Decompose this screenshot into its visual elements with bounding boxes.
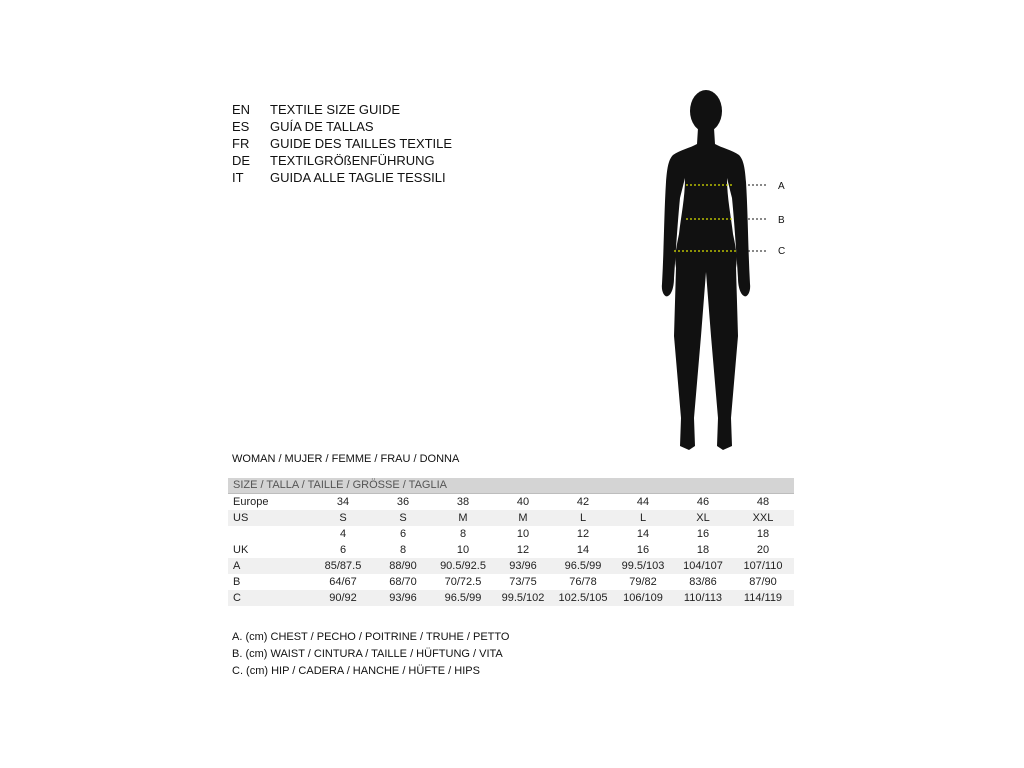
table-cell: 68/70 (389, 576, 417, 588)
table-cell: 96.5/99 (444, 592, 482, 604)
table-cell: 48 (756, 496, 770, 508)
table-cell: S (399, 512, 407, 524)
row-label: C (233, 592, 241, 604)
table-cell: 93/96 (509, 560, 537, 572)
language-row-de (232, 152, 452, 169)
language-row-es (232, 118, 452, 135)
body-silhouette-figure (652, 86, 802, 458)
table-cell: 6 (399, 528, 407, 540)
table-cell: L (579, 512, 587, 524)
table-cell: 34 (336, 496, 350, 508)
marker-label-b: B (778, 215, 785, 226)
table-cell: 36 (396, 496, 410, 508)
section-title: WOMAN / MUJER / FEMME / FRAU / DONNA (232, 453, 460, 465)
table-cell: 4 (339, 528, 347, 540)
legend-item-waist: B. (cm) WAIST / CINTURA / TAILLE / HÜFTUNG / VITA (232, 648, 503, 660)
language-code: FR (232, 136, 250, 151)
legend-item-chest: A. (cm) CHEST / PECHO / POITRINE / TRUHE / PETTO (232, 631, 510, 643)
size-table (228, 478, 794, 606)
table-cell: 38 (456, 496, 470, 508)
table-cell: 20 (756, 544, 770, 556)
table-cell: 102.5/105 (558, 592, 608, 604)
language-code: DE (232, 153, 251, 168)
table-cell: 107/110 (743, 560, 783, 572)
table-cell: 90/92 (329, 592, 357, 604)
row-label: Europe (233, 496, 269, 508)
table-row-uk (228, 542, 794, 558)
table-cell: 85/87.5 (324, 560, 362, 572)
row-label (228, 526, 313, 542)
table-cell: 18 (696, 544, 710, 556)
table-cell: 18 (756, 528, 770, 540)
language-row-en (232, 101, 452, 118)
table-cell: 12 (516, 544, 530, 556)
table-cell: 114/119 (743, 592, 783, 604)
table-cell: 99.5/103 (621, 560, 665, 572)
table-cell: 73/75 (509, 576, 537, 588)
table-row-c (228, 590, 794, 606)
language-title: TEXTILE SIZE GUIDE (270, 102, 401, 117)
table-cell: 16 (636, 544, 650, 556)
table-cell: 16 (696, 528, 710, 540)
table-cell: 110/113 (683, 592, 723, 604)
table-cell: M (458, 512, 468, 524)
table-cell: 6 (339, 544, 347, 556)
table-cell: 12 (576, 528, 590, 540)
table-row-us-letter (228, 510, 794, 526)
legend-item-hip: C. (cm) HIP / CADERA / HANCHE / HÜFTE / HIPS (232, 665, 480, 677)
row-label: A (233, 560, 241, 572)
table-cell: 10 (456, 544, 470, 556)
table-cell: 79/82 (629, 576, 657, 588)
table-cell: 8 (459, 528, 467, 540)
language-code: ES (232, 119, 250, 134)
language-row-fr (232, 135, 452, 152)
table-cell: 70/72.5 (444, 576, 482, 588)
table-cell: L (639, 512, 647, 524)
table-cell: 96.5/99 (564, 560, 602, 572)
marker-label-c: C (778, 246, 786, 257)
table-cell: 88/90 (389, 560, 417, 572)
table-cell: XL (696, 512, 710, 524)
table-header: SIZE / TALLA / TAILLE / GRÖSSE / TAGLIA (228, 478, 794, 494)
language-code: EN (232, 102, 251, 117)
table-cell: 99.5/102 (501, 592, 545, 604)
table-cell: M (518, 512, 528, 524)
measurement-legend (232, 629, 509, 680)
row-label: UK (233, 544, 249, 556)
language-list (232, 101, 452, 186)
table-cell: 93/96 (389, 592, 417, 604)
table-cell: 83/86 (689, 576, 717, 588)
table-row-a (228, 558, 794, 574)
table-cell: 40 (516, 496, 530, 508)
table-cell: 14 (576, 544, 590, 556)
table-cell: 76/78 (569, 576, 597, 588)
language-title: GUIDA ALLE TAGLIE TESSILI (270, 170, 446, 185)
table-row-b (228, 574, 794, 590)
language-title: TEXTILGRÖßENFÜHRUNG (270, 153, 435, 168)
table-cell: 64/67 (329, 576, 357, 588)
row-label: B (233, 576, 241, 588)
language-code: IT (232, 170, 244, 185)
table-cell: 10 (516, 528, 530, 540)
table-cell: 44 (636, 496, 650, 508)
table-cell: 14 (636, 528, 650, 540)
table-cell: 8 (399, 544, 407, 556)
table-cell: 46 (696, 496, 710, 508)
row-label: US (233, 512, 249, 524)
language-row-it (232, 169, 452, 186)
table-cell: 106/109 (623, 592, 663, 604)
language-title: GUÍA DE TALLAS (270, 119, 374, 134)
table-cell: S (339, 512, 347, 524)
marker-label-a: A (778, 181, 785, 192)
table-cell: 90.5/92.5 (440, 560, 486, 572)
table-cell: 104/107 (683, 560, 723, 572)
table-cell: 87/90 (749, 576, 777, 588)
table-row-europe (228, 494, 794, 510)
body-silhouette (662, 90, 750, 450)
table-cell: 42 (576, 496, 590, 508)
language-title: GUIDE DES TAILLES TEXTILE (270, 136, 453, 151)
table-cell: XXL (752, 512, 774, 524)
table-row-us-number (228, 526, 794, 542)
